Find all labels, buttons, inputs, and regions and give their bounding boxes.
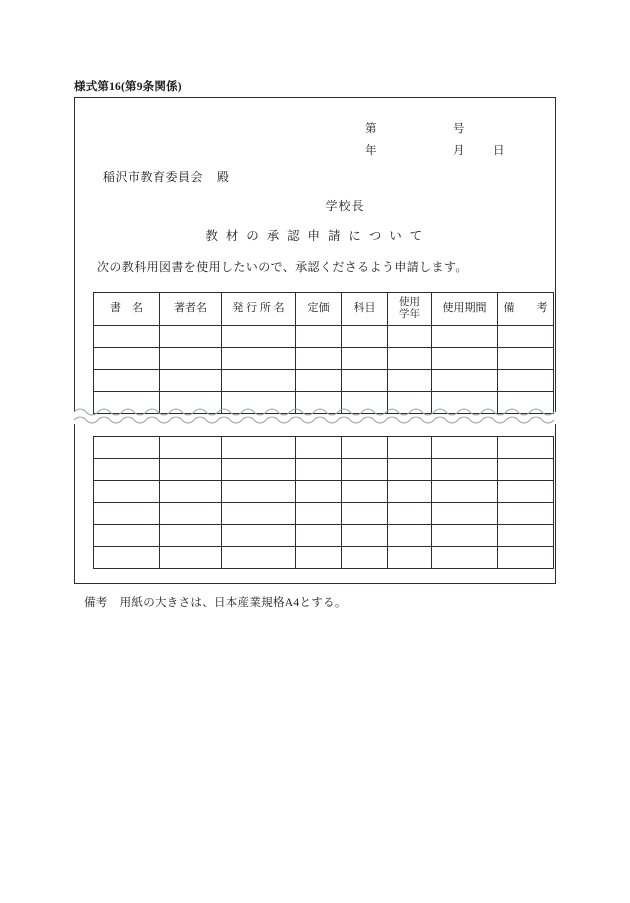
application-form-upper bbox=[74, 97, 556, 412]
cell-publisher[interactable] bbox=[222, 459, 296, 481]
form-number-label: 様式第16(第9条関係) bbox=[74, 81, 182, 93]
addressee-name: 稲沢市教育委員会 bbox=[103, 170, 204, 184]
month-label: 月 bbox=[453, 145, 465, 157]
year-label: 年 bbox=[365, 145, 377, 157]
cell-subject[interactable] bbox=[342, 525, 388, 547]
cell-remarks[interactable] bbox=[498, 370, 554, 392]
cell-subject[interactable] bbox=[342, 348, 388, 370]
cell-remarks[interactable] bbox=[498, 525, 554, 547]
cell-subject[interactable] bbox=[342, 503, 388, 525]
cell-publisher[interactable] bbox=[222, 348, 296, 370]
cell-author[interactable] bbox=[160, 370, 222, 392]
cell-price[interactable] bbox=[296, 348, 342, 370]
document-date-row bbox=[365, 140, 535, 162]
document-number-block bbox=[365, 118, 535, 162]
cell-publisher[interactable] bbox=[222, 525, 296, 547]
cell-publisher[interactable] bbox=[222, 503, 296, 525]
cell-title[interactable] bbox=[94, 547, 160, 569]
materials-table-continued bbox=[93, 436, 554, 569]
cell-period[interactable] bbox=[432, 525, 498, 547]
cell-subject[interactable] bbox=[342, 547, 388, 569]
cell-subject[interactable] bbox=[342, 370, 388, 392]
col-header-period: 使用期間 bbox=[432, 293, 498, 326]
addressee-honorific: 殿 bbox=[217, 170, 230, 184]
cell-author[interactable] bbox=[160, 348, 222, 370]
table-body-upper bbox=[94, 326, 554, 414]
table-header-row bbox=[94, 293, 554, 326]
cell-remarks[interactable] bbox=[498, 503, 554, 525]
col-header-publisher: 発 行 所 名 bbox=[222, 293, 296, 326]
cell-author[interactable] bbox=[160, 547, 222, 569]
cell-grade[interactable] bbox=[388, 459, 432, 481]
page-break-tear bbox=[66, 404, 564, 426]
number-prefix-label: 第 bbox=[365, 123, 377, 135]
col-header-author: 著者名 bbox=[160, 293, 222, 326]
cell-publisher[interactable] bbox=[222, 437, 296, 459]
cell-title[interactable] bbox=[94, 326, 160, 348]
cell-subject[interactable] bbox=[342, 481, 388, 503]
cell-author[interactable] bbox=[160, 437, 222, 459]
cell-grade[interactable] bbox=[388, 437, 432, 459]
cell-price[interactable] bbox=[296, 437, 342, 459]
cell-publisher[interactable] bbox=[222, 326, 296, 348]
cell-price[interactable] bbox=[296, 547, 342, 569]
page-title: 教 材 の 承 認 申 請 に つ い て bbox=[205, 229, 425, 243]
table-row bbox=[94, 326, 554, 348]
day-label: 日 bbox=[493, 145, 505, 157]
col-header-grade-line1: 使用 bbox=[399, 297, 420, 309]
cell-title[interactable] bbox=[94, 503, 160, 525]
document-number-row bbox=[365, 118, 535, 140]
cell-grade[interactable] bbox=[388, 370, 432, 392]
cell-title[interactable] bbox=[94, 525, 160, 547]
cell-remarks[interactable] bbox=[498, 547, 554, 569]
cell-publisher[interactable] bbox=[222, 370, 296, 392]
footnote-text: 用紙の大きさは、日本産業規格A4とする。 bbox=[119, 597, 347, 609]
cell-price[interactable] bbox=[296, 326, 342, 348]
cell-price[interactable] bbox=[296, 459, 342, 481]
cell-period[interactable] bbox=[432, 547, 498, 569]
cell-title[interactable] bbox=[94, 348, 160, 370]
cell-subject[interactable] bbox=[342, 326, 388, 348]
cell-author[interactable] bbox=[160, 525, 222, 547]
footnote bbox=[84, 594, 347, 610]
col-header-title: 書 名 bbox=[94, 293, 160, 326]
cell-period[interactable] bbox=[432, 503, 498, 525]
col-header-price: 定価 bbox=[296, 293, 342, 326]
cell-period[interactable] bbox=[432, 348, 498, 370]
cell-subject[interactable] bbox=[342, 459, 388, 481]
cell-title[interactable] bbox=[94, 481, 160, 503]
cell-publisher[interactable] bbox=[222, 481, 296, 503]
cell-period[interactable] bbox=[432, 326, 498, 348]
table-row bbox=[94, 348, 554, 370]
cell-price[interactable] bbox=[296, 503, 342, 525]
cell-grade[interactable] bbox=[388, 547, 432, 569]
cell-price[interactable] bbox=[296, 525, 342, 547]
col-header-grade bbox=[388, 293, 432, 326]
col-header-grade-line2: 学年 bbox=[399, 309, 420, 320]
cell-grade[interactable] bbox=[388, 525, 432, 547]
cell-author[interactable] bbox=[160, 481, 222, 503]
cell-title[interactable] bbox=[94, 459, 160, 481]
table-row bbox=[94, 481, 554, 503]
cell-period[interactable] bbox=[432, 437, 498, 459]
addressee-line bbox=[103, 168, 230, 185]
cell-remarks[interactable] bbox=[498, 481, 554, 503]
cell-period[interactable] bbox=[432, 459, 498, 481]
cell-author[interactable] bbox=[160, 503, 222, 525]
table-body-lower bbox=[94, 437, 554, 569]
cell-remarks[interactable] bbox=[498, 348, 554, 370]
cell-title[interactable] bbox=[94, 437, 160, 459]
cell-grade[interactable] bbox=[388, 348, 432, 370]
cell-grade[interactable] bbox=[388, 326, 432, 348]
footnote-label: 備考 bbox=[84, 597, 108, 609]
cell-price[interactable] bbox=[296, 370, 342, 392]
table-row bbox=[94, 370, 554, 392]
application-form-lower bbox=[74, 424, 556, 584]
cell-author[interactable] bbox=[160, 459, 222, 481]
table-row bbox=[94, 437, 554, 459]
cell-price[interactable] bbox=[296, 481, 342, 503]
cell-publisher[interactable] bbox=[222, 547, 296, 569]
cell-remarks[interactable] bbox=[498, 437, 554, 459]
cell-title[interactable] bbox=[94, 370, 160, 392]
table-row bbox=[94, 547, 554, 569]
table-row bbox=[94, 503, 554, 525]
table-row bbox=[94, 525, 554, 547]
lead-paragraph: 次の教科用図書を使用したいので、承認くださるよう申請します。 bbox=[97, 260, 468, 274]
number-suffix-label: 号 bbox=[453, 123, 465, 135]
materials-table bbox=[93, 292, 554, 414]
col-header-subject: 科目 bbox=[342, 293, 388, 326]
col-header-remarks: 備 考 bbox=[498, 293, 554, 326]
cell-grade[interactable] bbox=[388, 503, 432, 525]
cell-grade[interactable] bbox=[388, 481, 432, 503]
cell-period[interactable] bbox=[432, 370, 498, 392]
cell-remarks[interactable] bbox=[498, 459, 554, 481]
table-row bbox=[94, 459, 554, 481]
cell-period[interactable] bbox=[432, 481, 498, 503]
principal-signature-line: 学校長 bbox=[325, 199, 365, 213]
cell-subject[interactable] bbox=[342, 437, 388, 459]
cell-remarks[interactable] bbox=[498, 326, 554, 348]
cell-author[interactable] bbox=[160, 326, 222, 348]
